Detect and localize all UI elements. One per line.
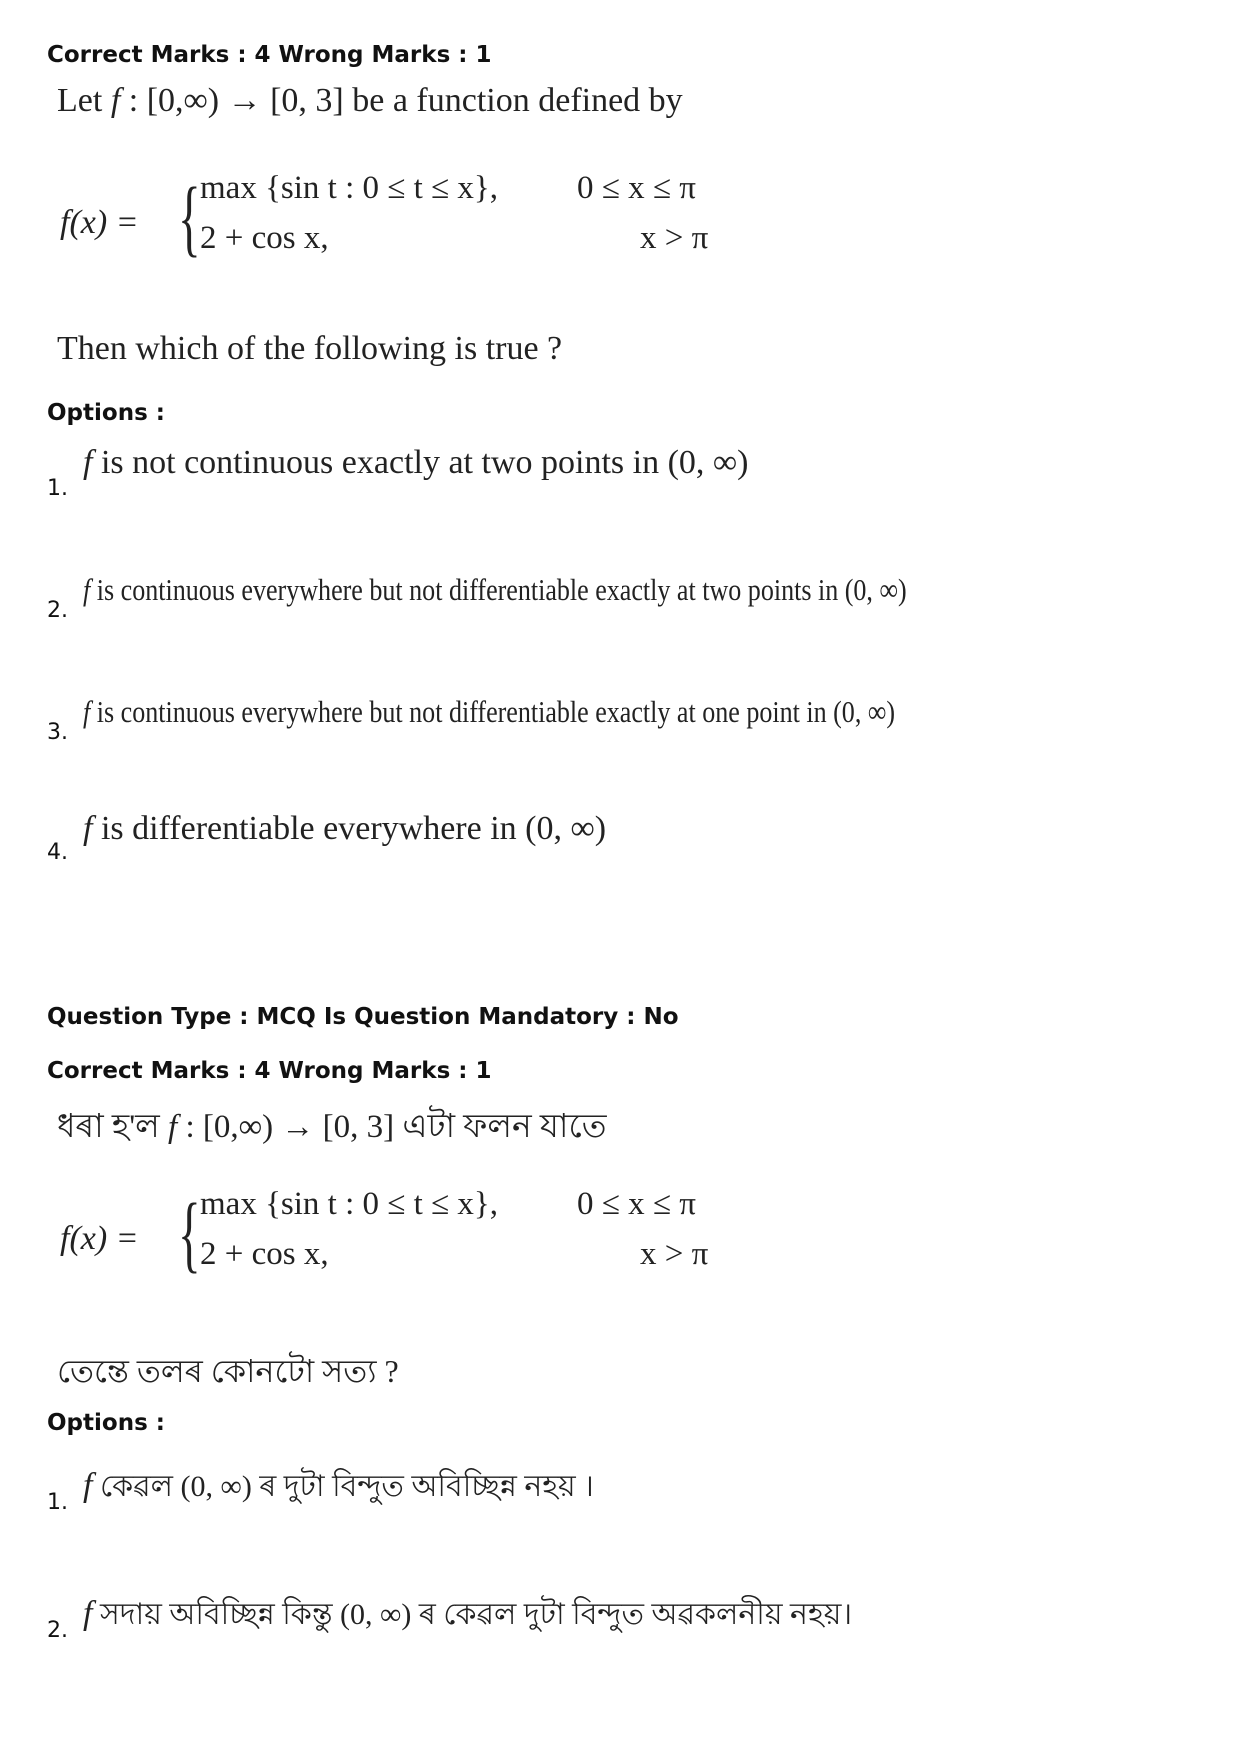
q2-option-1-f: f	[83, 1467, 93, 1504]
q1-marks: Correct Marks : 4 Wrong Marks : 1	[47, 42, 492, 68]
q1-question: Then which of the following is true ?	[57, 330, 563, 367]
q1-option-3[interactable]	[83, 694, 895, 730]
q1-option-1-number: 1.	[47, 476, 68, 501]
q2-stem-f: f	[168, 1109, 178, 1145]
q1-option-1[interactable]	[83, 444, 748, 482]
q1-option-3-text: is continuous everywhere but not differentiable exactly at one point in (0, ∞)	[90, 694, 896, 729]
q2-stem-suffix: এটা ফলন যাতে	[402, 1109, 607, 1145]
q1-option-1-f: f	[83, 444, 93, 481]
q2-options-label: Options :	[47, 1410, 165, 1436]
q2-fx-lhs: f(x) =	[60, 1220, 139, 1257]
q2-stem-mid: : [0,∞) → [0, 3]	[177, 1109, 403, 1145]
q2-option-1[interactable]	[83, 1462, 594, 1513]
q2-stem-prefix: ধৰা হ'ল	[57, 1109, 169, 1145]
q2-piecewise-definition	[60, 1186, 780, 1296]
q2-option-1-number: 1.	[47, 1490, 68, 1515]
q1-stem-f: f	[110, 82, 121, 119]
q1-case1: max {sin t : 0 ≤ t ≤ x},	[200, 170, 498, 206]
q1-option-1-text: is not continuous exactly at two points in (0, ∞)	[92, 444, 749, 481]
q1-case1-cond: 0 ≤ x ≤ π	[577, 170, 696, 206]
q1-stem	[57, 82, 683, 120]
q2-type-line: Question Type : MCQ Is Question Mandatory : No	[47, 1004, 679, 1030]
q2-case1: max {sin t : 0 ≤ t ≤ x},	[200, 1186, 498, 1222]
q1-option-4[interactable]	[83, 810, 606, 848]
q2-brace: {	[178, 1185, 201, 1281]
q1-options-label: Options :	[47, 400, 165, 426]
q1-stem-prefix: Let	[57, 82, 111, 119]
q1-option-2-text: is continuous everywhere but not differentiable exactly at two points in (0, ∞)	[90, 572, 907, 607]
q2-case1-cond: 0 ≤ x ≤ π	[577, 1186, 696, 1222]
q1-piecewise-definition	[60, 170, 780, 280]
q1-stem-suffix: : [0,∞) → [0, 3] be a function defined by	[120, 82, 683, 119]
q2-option-2-text: সদায় অবিচ্ছিন্ন কিন্তু (0, ∞) ৰ কেৱল দুটা বিন্দুত অৱকলনীয় নহয়।	[92, 1598, 853, 1631]
q2-option-2-number: 2.	[47, 1618, 68, 1643]
q2-stem	[57, 1100, 607, 1156]
q2-case2-cond: x > π	[640, 1236, 709, 1272]
q1-fx-lhs: f(x) =	[60, 204, 139, 241]
q1-option-2-f: f	[83, 572, 91, 607]
q2-question: তেন্তে তলৰ কোনটো সত্য ?	[57, 1353, 399, 1389]
q1-brace: {	[178, 169, 201, 265]
q2-option-2[interactable]	[83, 1590, 852, 1641]
q2-option-1-text: কেৱল (0, ∞) ৰ দুটা বিন্দুত অবিচ্ছিন্ন নহয় ।	[92, 1470, 594, 1503]
q1-case2-cond: x > π	[640, 220, 709, 256]
q2-case2: 2 + cos x,	[200, 1236, 329, 1272]
q1-option-3-number: 3.	[47, 720, 68, 745]
q1-option-4-f: f	[83, 810, 93, 847]
q1-option-2-number: 2.	[47, 598, 68, 623]
q1-option-4-number: 4.	[47, 840, 68, 865]
q1-option-2[interactable]	[83, 572, 907, 608]
q2-marks: Correct Marks : 4 Wrong Marks : 1	[47, 1058, 492, 1084]
q2-option-2-f: f	[83, 1595, 93, 1632]
q1-option-3-f: f	[83, 694, 91, 729]
q1-option-4-text: is differentiable everywhere in (0, ∞)	[92, 810, 607, 847]
q1-case2: 2 + cos x,	[200, 220, 329, 256]
